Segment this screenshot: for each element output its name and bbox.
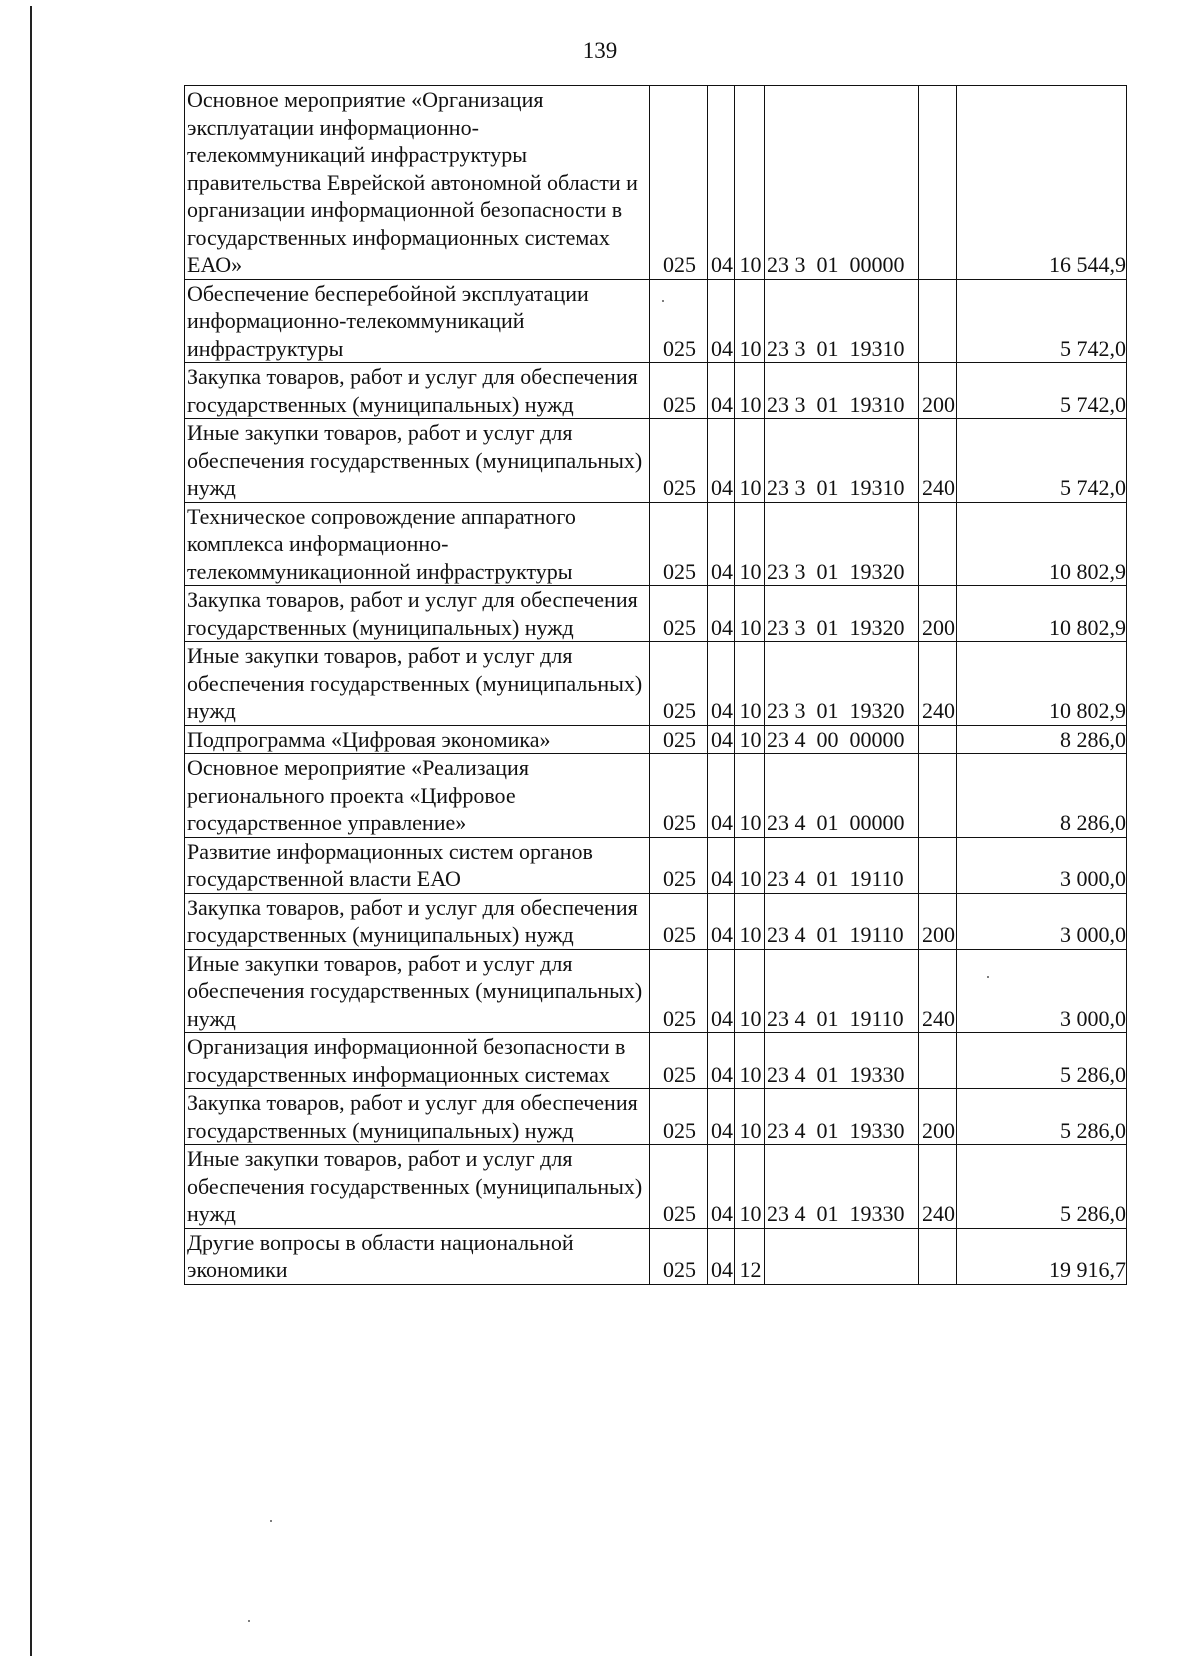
section-code-cell: 04 [708, 502, 735, 586]
ministry-code-cell: 025 [650, 279, 708, 363]
subsection-code-cell: 10 [735, 642, 765, 726]
table-row [185, 1033, 1127, 1089]
budget-table [184, 85, 1127, 1285]
section-code-cell: 04 [708, 754, 735, 838]
ministry-code-cell: 025 [650, 754, 708, 838]
target-article-cell: 23 3 01 19320 [765, 502, 919, 586]
table-row [185, 949, 1127, 1033]
expense-type-cell: 200 [919, 893, 957, 949]
row-name-cell: Закупка товаров, работ и услуг для обеспечения государственных (муниципальных) нужд [185, 1089, 650, 1145]
row-name-cell: Иные закупки товаров, работ и услуг для обеспечения государственных (муниципальных) нужд [185, 949, 650, 1033]
subsection-code-cell: 10 [735, 279, 765, 363]
expense-type-cell: 240 [919, 642, 957, 726]
scan-speck [270, 1520, 272, 1522]
target-article-cell: 23 3 01 00000 [765, 86, 919, 280]
table-row [185, 502, 1127, 586]
expense-type-cell [919, 837, 957, 893]
amount-cell: 8 286,0 [957, 725, 1127, 754]
row-name-cell: Закупка товаров, работ и услуг для обеспечения государственных (муниципальных) нужд [185, 893, 650, 949]
page-number: 139 [582, 38, 618, 63]
ministry-code-cell: 025 [650, 1033, 708, 1089]
budget-table-body [185, 86, 1127, 1285]
section-code-cell: 04 [708, 1145, 735, 1229]
amount-cell: 5 286,0 [957, 1033, 1127, 1089]
section-code-cell: 04 [708, 1089, 735, 1145]
target-article-cell: 23 4 01 19110 [765, 949, 919, 1033]
ministry-code-cell: 025 [650, 837, 708, 893]
scan-speck [662, 300, 664, 302]
table-row [185, 754, 1127, 838]
table-row [185, 725, 1127, 754]
section-code-cell: 04 [708, 279, 735, 363]
row-name-cell: Другие вопросы в области национальной экономики [185, 1228, 650, 1284]
section-code-cell: 04 [708, 1033, 735, 1089]
expense-type-cell: 200 [919, 1089, 957, 1145]
subsection-code-cell: 10 [735, 502, 765, 586]
expense-type-cell: 240 [919, 949, 957, 1033]
amount-cell: 10 802,9 [957, 502, 1127, 586]
section-code-cell: 04 [708, 419, 735, 503]
amount-cell: 5 286,0 [957, 1145, 1127, 1229]
row-name-cell: Развитие информационных систем органов государственной власти ЕАО [185, 837, 650, 893]
row-name-cell: Закупка товаров, работ и услуг для обеспечения государственных (муниципальных) нужд [185, 586, 650, 642]
subsection-code-cell: 10 [735, 586, 765, 642]
row-name-cell: Организация информационной безопасности в государственных информационных системах [185, 1033, 650, 1089]
ministry-code-cell: 025 [650, 419, 708, 503]
ministry-code-cell: 025 [650, 363, 708, 419]
expense-type-cell: 240 [919, 419, 957, 503]
table-row [185, 1145, 1127, 1229]
row-name-cell: Закупка товаров, работ и услуг для обеспечения государственных (муниципальных) нужд [185, 363, 650, 419]
target-article-cell: 23 4 01 19330 [765, 1145, 919, 1229]
subsection-code-cell: 10 [735, 949, 765, 1033]
expense-type-cell [919, 86, 957, 280]
ministry-code-cell: 025 [650, 86, 708, 280]
amount-cell: 5 742,0 [957, 363, 1127, 419]
amount-cell: 16 544,9 [957, 86, 1127, 280]
amount-cell: 19 916,7 [957, 1228, 1127, 1284]
expense-type-cell [919, 502, 957, 586]
row-name-cell: Подпрограмма «Цифровая экономика» [185, 725, 650, 754]
table-row [185, 586, 1127, 642]
scan-speck [248, 1620, 250, 1622]
table-row [185, 1089, 1127, 1145]
subsection-code-cell: 10 [735, 1089, 765, 1145]
section-code-cell: 04 [708, 586, 735, 642]
amount-cell: 3 000,0 [957, 949, 1127, 1033]
target-article-cell: 23 3 01 19310 [765, 279, 919, 363]
subsection-code-cell: 10 [735, 725, 765, 754]
section-code-cell: 04 [708, 837, 735, 893]
table-row [185, 86, 1127, 280]
amount-cell: 3 000,0 [957, 837, 1127, 893]
amount-cell: 10 802,9 [957, 642, 1127, 726]
target-article-cell: 23 4 01 19110 [765, 837, 919, 893]
subsection-code-cell: 10 [735, 837, 765, 893]
target-article-cell: 23 4 00 00000 [765, 725, 919, 754]
expense-type-cell [919, 1228, 957, 1284]
expense-type-cell [919, 725, 957, 754]
table-row [185, 837, 1127, 893]
subsection-code-cell: 10 [735, 1145, 765, 1229]
row-name-cell: Иные закупки товаров, работ и услуг для обеспечения государственных (муниципальных) нужд [185, 642, 650, 726]
target-article-cell: 23 4 01 19110 [765, 893, 919, 949]
row-name-cell: Основное мероприятие «Организация эксплуатации информационно-телекоммуникаций инфраструктуры правительства Еврейской автономной области и организации информационной безопасности в государственных информационных системах ЕАО» [185, 86, 650, 280]
row-name-cell: Техническое сопровождение аппаратного комплекса информационно-телекоммуникационной инфраструктуры [185, 502, 650, 586]
amount-cell: 5 742,0 [957, 279, 1127, 363]
section-code-cell: 04 [708, 86, 735, 280]
scan-speck [987, 976, 989, 978]
target-article-cell: 23 3 01 19320 [765, 642, 919, 726]
amount-cell: 5 742,0 [957, 419, 1127, 503]
target-article-cell: 23 3 01 19310 [765, 363, 919, 419]
scan-edge-line [30, 6, 32, 1656]
subsection-code-cell: 10 [735, 754, 765, 838]
table-row [185, 419, 1127, 503]
row-name-cell: Иные закупки товаров, работ и услуг для обеспечения государственных (муниципальных) нужд [185, 419, 650, 503]
section-code-cell: 04 [708, 893, 735, 949]
ministry-code-cell: 025 [650, 725, 708, 754]
amount-cell: 10 802,9 [957, 586, 1127, 642]
ministry-code-cell: 025 [650, 1089, 708, 1145]
ministry-code-cell: 025 [650, 893, 708, 949]
section-code-cell: 04 [708, 1228, 735, 1284]
row-name-cell: Иные закупки товаров, работ и услуг для обеспечения государственных (муниципальных) нужд [185, 1145, 650, 1229]
target-article-cell: 23 4 01 19330 [765, 1089, 919, 1145]
amount-cell: 5 286,0 [957, 1089, 1127, 1145]
subsection-code-cell: 10 [735, 893, 765, 949]
section-code-cell: 04 [708, 363, 735, 419]
ministry-code-cell: 025 [650, 642, 708, 726]
subsection-code-cell: 10 [735, 86, 765, 280]
subsection-code-cell: 10 [735, 419, 765, 503]
target-article-cell: 23 3 01 19320 [765, 586, 919, 642]
row-name-cell: Обеспечение бесперебойной эксплуатации информационно-телекоммуникаций инфраструктуры [185, 279, 650, 363]
section-code-cell: 04 [708, 642, 735, 726]
target-article-cell [765, 1228, 919, 1284]
expense-type-cell: 240 [919, 1145, 957, 1229]
expense-type-cell: 200 [919, 586, 957, 642]
amount-cell: 3 000,0 [957, 893, 1127, 949]
table-row [185, 893, 1127, 949]
table-row [185, 642, 1127, 726]
section-code-cell: 04 [708, 949, 735, 1033]
section-code-cell: 04 [708, 725, 735, 754]
subsection-code-cell: 12 [735, 1228, 765, 1284]
table-row [185, 363, 1127, 419]
subsection-code-cell: 10 [735, 1033, 765, 1089]
ministry-code-cell: 025 [650, 949, 708, 1033]
amount-cell: 8 286,0 [957, 754, 1127, 838]
ministry-code-cell: 025 [650, 1228, 708, 1284]
table-row [185, 279, 1127, 363]
target-article-cell: 23 4 01 00000 [765, 754, 919, 838]
target-article-cell: 23 4 01 19330 [765, 1033, 919, 1089]
target-article-cell: 23 3 01 19310 [765, 419, 919, 503]
expense-type-cell [919, 754, 957, 838]
row-name-cell: Основное мероприятие «Реализация регионального проекта «Цифровое государственное управление» [185, 754, 650, 838]
ministry-code-cell: 025 [650, 502, 708, 586]
expense-type-cell [919, 1033, 957, 1089]
table-row [185, 1228, 1127, 1284]
expense-type-cell [919, 279, 957, 363]
expense-type-cell: 200 [919, 363, 957, 419]
ministry-code-cell: 025 [650, 1145, 708, 1229]
ministry-code-cell: 025 [650, 586, 708, 642]
subsection-code-cell: 10 [735, 363, 765, 419]
